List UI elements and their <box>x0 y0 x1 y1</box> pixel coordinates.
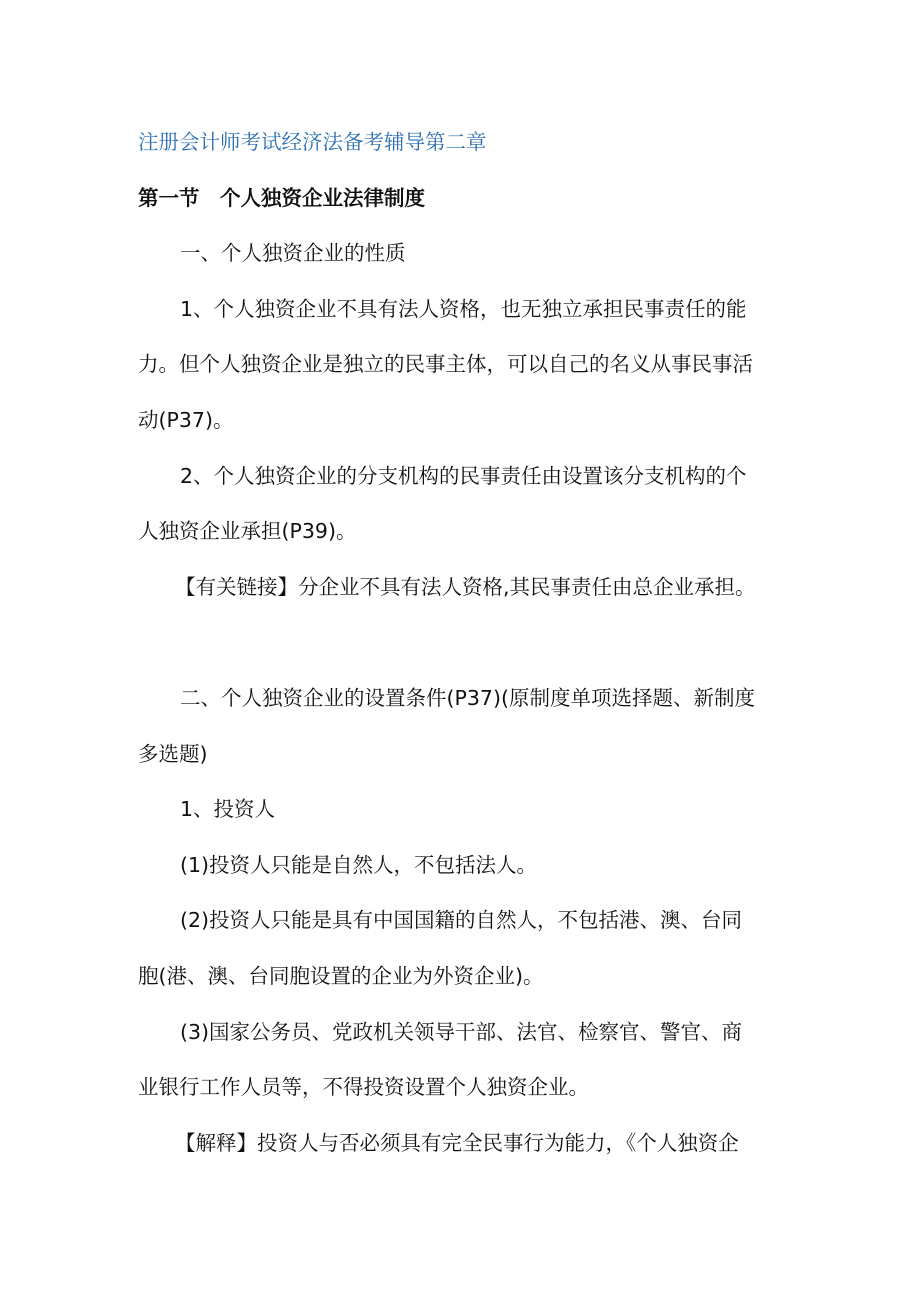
paragraph-line: 二、个人独资企业的设置条件(P37)(原制度单项选择题、新制度 <box>180 685 755 710</box>
paragraph-line: 多选题) <box>138 741 208 766</box>
related-link-note: 【有关链接】分企业不具有法人资格,其民事责任由总企业承担。 <box>175 574 756 599</box>
item-1: (1)投资人只能是自然人，不包括法人。 <box>180 852 538 877</box>
paragraph-1 <box>138 282 784 449</box>
paragraph-line: 2、个人独资企业的分支机构的民事责任由设置该分支机构的个 <box>180 463 747 488</box>
document-page <box>138 115 784 1171</box>
paragraph-line: 业银行工作人员等，不得投资设置个人独资企业。 <box>138 1075 589 1100</box>
section-heading: 第一节 个人独资企业法律制度 <box>138 185 425 210</box>
paragraph-line: 力。但个人独资企业是独立的民事主体，可以自己的名义从事民事活 <box>138 352 753 377</box>
item-3 <box>138 1005 784 1116</box>
paragraph-line: 1、个人独资企业不具有法人资格，也无独立承担民事责任的能 <box>180 296 747 321</box>
subheading-conditions <box>138 671 784 782</box>
explanation-note: 【解释】投资人与否必须具有完全民事行为能力，《个人独资企 <box>175 1130 739 1155</box>
paragraph-line: (2)投资人只能是具有中国国籍的自然人，不包括港、澳、台同 <box>180 908 743 933</box>
subheading-investor: 1、投资人 <box>180 797 276 822</box>
paragraph-line: 胞(港、澳、台同胞设置的企业为外资企业)。 <box>138 963 544 988</box>
paragraph-line: 人独资企业承担(P39)。 <box>138 519 357 544</box>
item-2 <box>138 893 784 1004</box>
paragraph-line: 动(P37)。 <box>138 407 234 432</box>
document-title: 注册会计师考试经济法备考辅导第二章 <box>138 130 487 154</box>
paragraph-line: (3)国家公务员、党政机关领导干部、法官、检察官、警官、商 <box>180 1019 743 1044</box>
subheading-nature: 一、个人独资企业的性质 <box>180 241 406 266</box>
paragraph-2 <box>138 449 784 560</box>
